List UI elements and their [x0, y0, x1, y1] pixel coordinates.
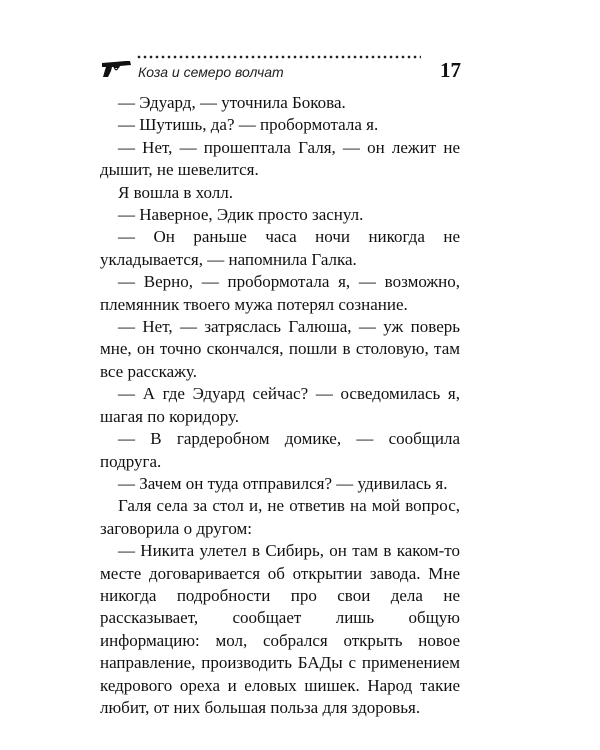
paragraph: — В гардеробном домике, — сообщила подруга. [100, 429, 460, 471]
paragraph: — А где Эдуард сейчас? — осведомилась я, шагая по коридору. [100, 384, 460, 426]
paragraph: Галя села за стол и, не ответив на мой вопрос, заговорила о другом: [100, 496, 460, 538]
paragraph: — Нет, — прошептала Галя, — он лежит не дышит, не шевелится. [100, 137, 460, 180]
revolver-icon [100, 58, 134, 78]
page-header [100, 52, 460, 92]
paragraph: — Шутишь, да? — пробормотала я. [118, 115, 379, 135]
page-number: 17 [440, 58, 461, 82]
paragraph: — Зачем он туда отправился? — удивилась я. [118, 473, 448, 493]
body-text [100, 92, 460, 719]
paragraph: — Эдуард, — уточнила Бокова. [118, 93, 346, 112]
paragraph: — Верно, — пробормотала я, — возможно, племянник твоего мужа потерял сознание. [100, 272, 460, 314]
paragraph: — Нет, — затряслась Галюша, — уж поверь мне, он точно скончался, пошли в столовую, там все расскажу. [100, 317, 460, 381]
running-title: Коза и семеро волчат [138, 64, 284, 80]
paragraph: Я вошла в холл. [118, 182, 233, 202]
paragraph: — Никита улетел в Сибирь, он там в каком-то месте договаривается об открытии завода. Мне никогда подробности про свои дела не рассказывает, сообщает лишь общую информацию: мол, собрался открыть новое направление, производить БАДы с применением кедрового ореха и еловых шишек. Народ такие любит, от них большая польза для здоровья. [100, 541, 460, 717]
paragraph: — Он раньше часа ночи никогда не укладывается, — напомнила Галка. [100, 227, 460, 269]
paragraph: — Наверное, Эдик просто заснул. [118, 205, 364, 225]
dotted-rule [136, 54, 421, 60]
